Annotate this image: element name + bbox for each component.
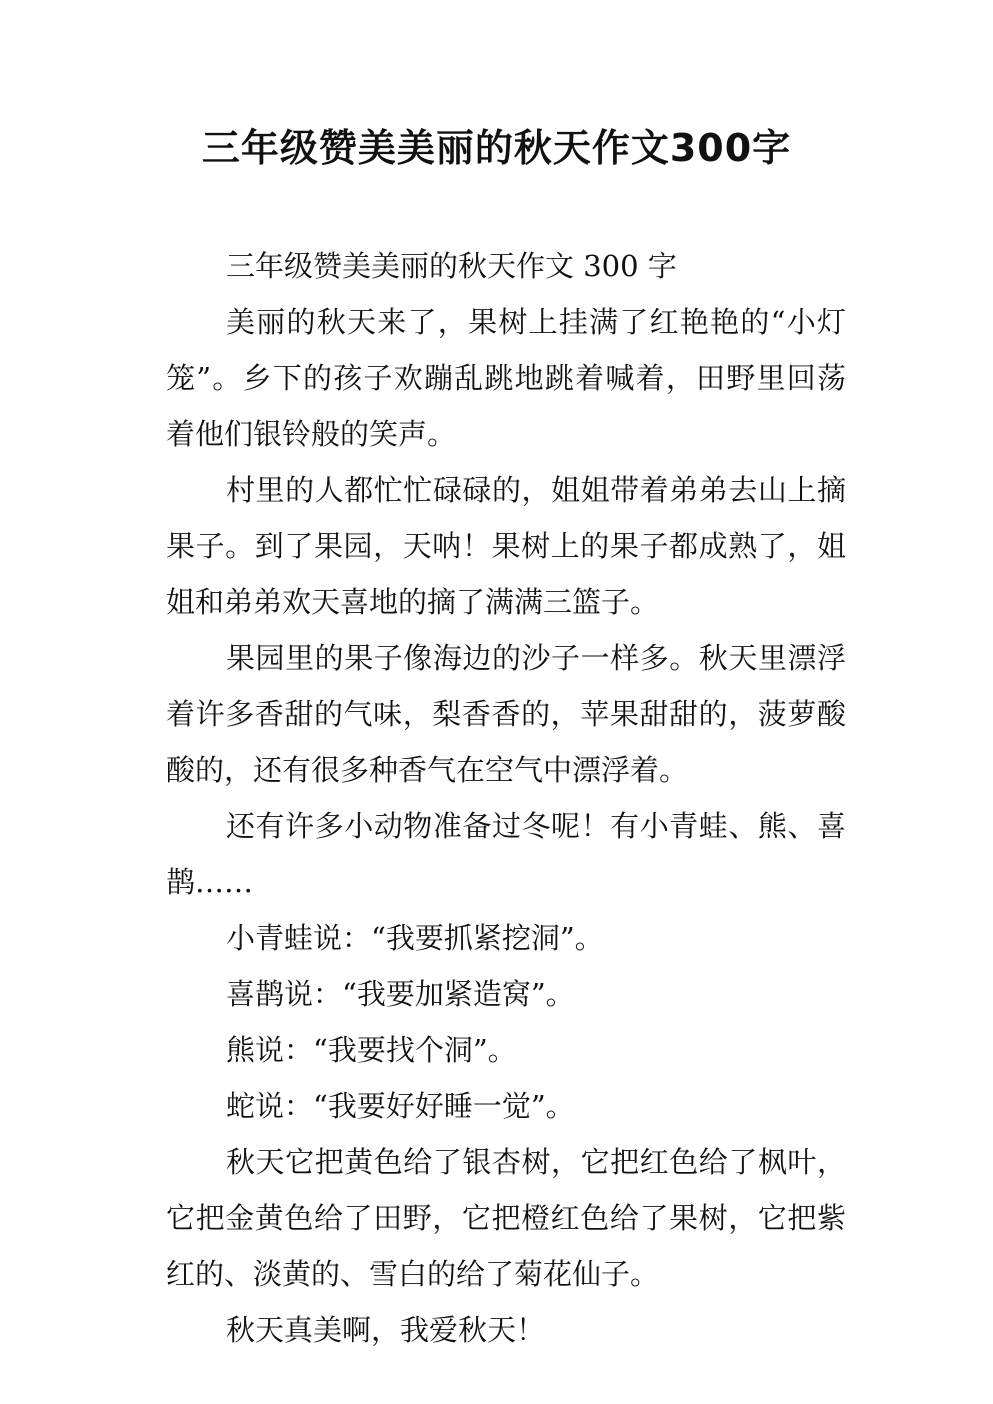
paragraph: 秋天它把黄色给了银杏树，它把红色给了枫叶，它把金黄色给了田野，它把橙红色给了果树，它把紫红的、淡黄的、雪白的给了菊花仙子。 (166, 1145, 846, 1291)
dialogue-line: 熊说：“我要找个洞”。 (226, 1033, 517, 1067)
paragraph: 美丽的秋天来了，果树上挂满了红艳艳的“小灯笼”。乡下的孩子欢蹦乱跳地跳着喊着，田野里回荡着他们银铃般的笑声。 (166, 305, 846, 451)
paragraph-subtitle: 三年级赞美美丽的秋天作文 300 字 (226, 249, 677, 283)
document-title: 三年级赞美美丽的秋天作文300字 (201, 126, 792, 170)
paragraph-closing: 秋天真美啊，我爱秋天！ (226, 1313, 546, 1347)
dialogue-line: 小青蛙说：“我要抓紧挖洞”。 (226, 921, 604, 955)
document-body (166, 238, 846, 1358)
dialogue-line: 蛇说：“我要好好睡一觉”。 (226, 1089, 575, 1123)
paragraph: 果园里的果子像海边的沙子一样多。秋天里漂浮着许多香甜的气味，梨香香的，苹果甜甜的，菠萝酸酸的，还有很多种香气在空气中漂浮着。 (166, 641, 846, 787)
dialogue-line: 喜鹊说：“我要加紧造窝”。 (226, 977, 575, 1011)
paragraph: 还有许多小动物准备过冬呢！有小青蛙、熊、喜鹊…… (166, 809, 846, 899)
paragraph: 村里的人都忙忙碌碌的，姐姐带着弟弟去山上摘果子。到了果园，天呐！果树上的果子都成熟了，姐姐和弟弟欢天喜地的摘了满满三篮子。 (166, 473, 846, 619)
